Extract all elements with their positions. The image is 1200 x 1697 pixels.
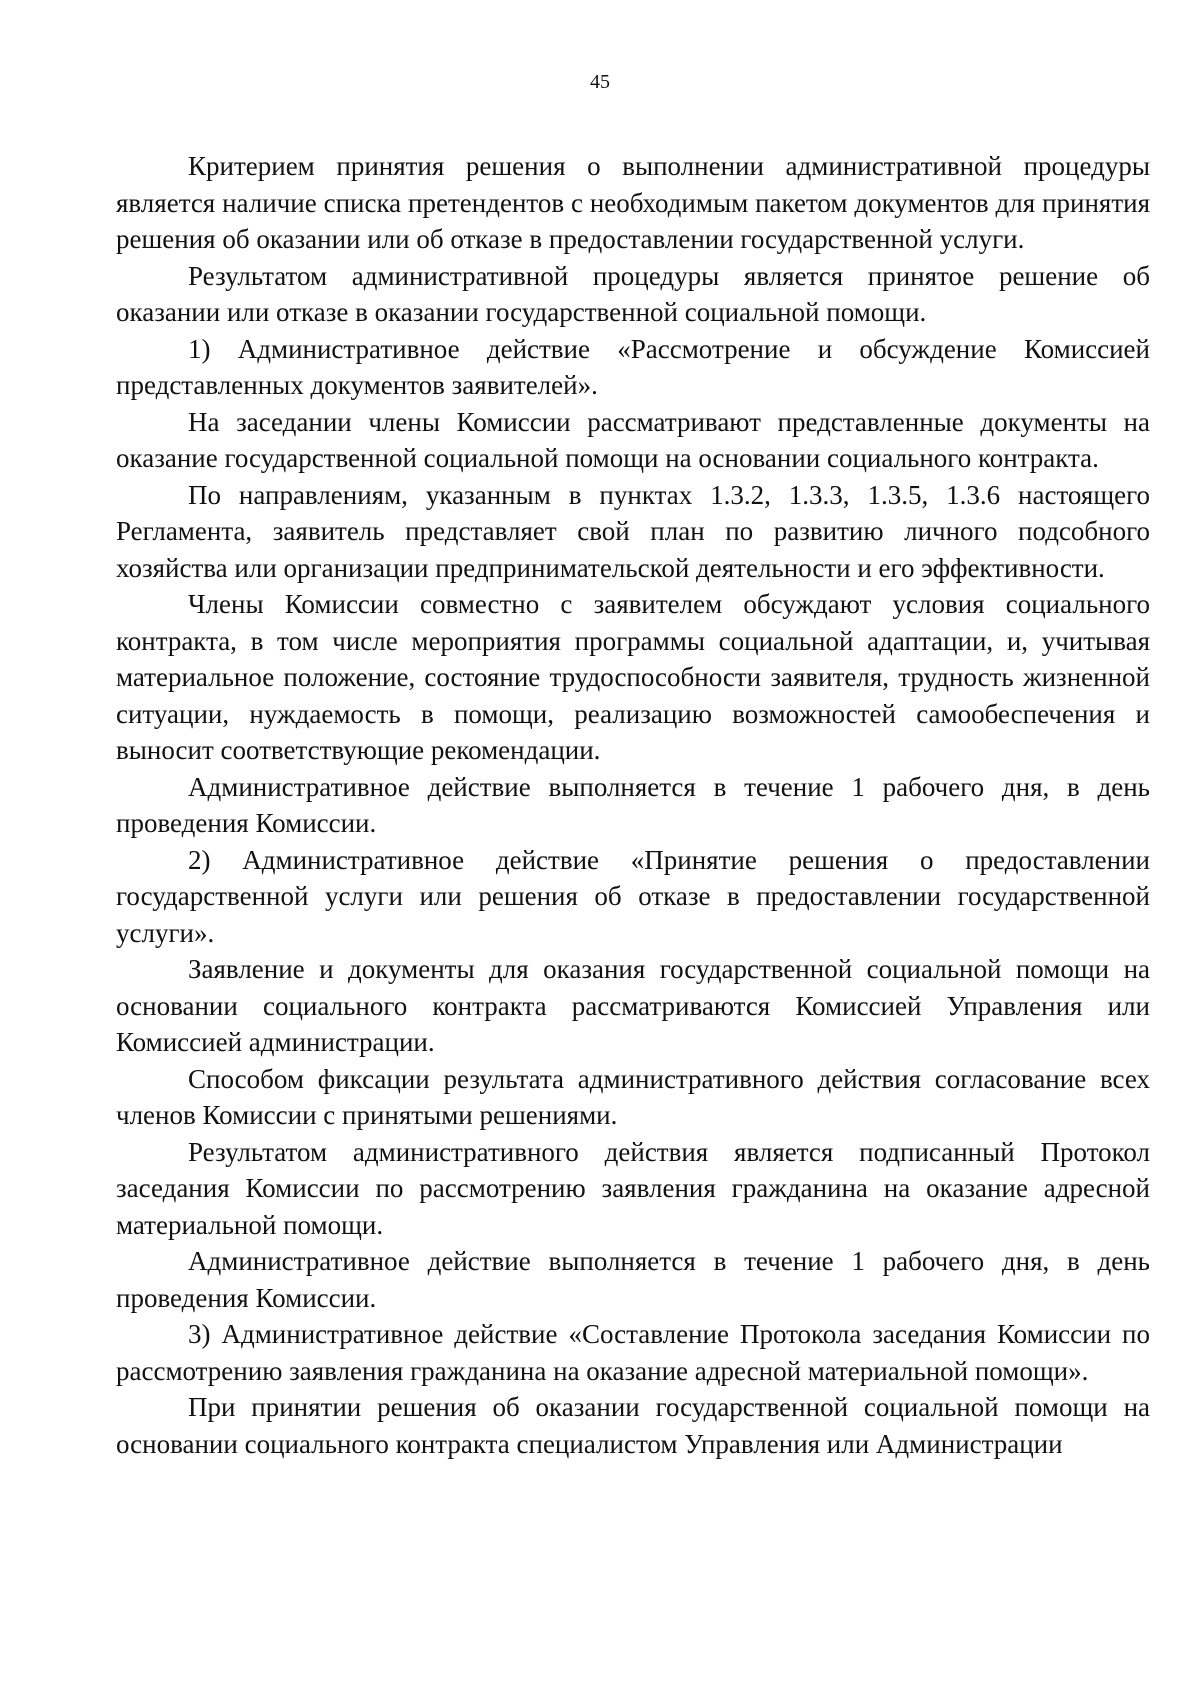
paragraph-fixation-method: Способом фиксации результата административного действия согласование всех членов Комиссии с принятыми решениями.: [116, 1063, 1150, 1130]
paragraph-directions: По направлениям, указанным в пунктах 1.3.2, 1.3.3, 1.3.5, 1.3.6 настоящего Регламента, заявитель представляет свой план по развитию личного подсобного хозяйства или организации предпринимательской деятельности и его эффективности.: [116, 479, 1150, 583]
paragraph-application-review: Заявление и документы для оказания государственной социальной помощи на основании социального контракта рассматриваются Комиссией Управления или Комиссией администрации.: [116, 954, 1150, 1057]
paragraph-action-duration-1: Административное действие выполняется в течение 1 рабочего дня, в день проведения Комиссии.: [116, 771, 1150, 838]
paragraph-action-3: 3) Административное действие «Составление Протокола заседания Комиссии по рассмотрению заявления гражданина на оказание адресной материальной помощи».: [116, 1319, 1150, 1386]
paragraph-commission-meeting: На заседании члены Комиссии рассматривают представленные документы на оказание государственной социальной помощи на основании социального контракта.: [116, 406, 1150, 473]
page-number: 45: [590, 71, 610, 93]
paragraph-decision-making: При принятии решения об оказании государственной социальной помощи на основании социального контракта специалистом Управления или Администрации: [116, 1392, 1150, 1459]
paragraph-action-2: 2) Административное действие «Принятие решения о предоставлении государственной услуги или решения об отказе в предоставлении государственной услуги».: [116, 844, 1150, 948]
paragraph-procedure-result: Результатом административной процедуры является принятое решение об оказании или отказе в оказании государственной социальной помощи.: [116, 260, 1150, 327]
paragraph-commission-members: Члены Комиссии совместно с заявителем обсуждают условия социального контракта, в том числе мероприятия программы социальной адаптации, и, учитывая материальное положение, состояние трудоспособности заявителя, трудность жизненной ситуации, нуждаемость в помощи, реализацию возможностей самообеспечения и выносит соответствующие рекомендации.: [116, 589, 1150, 765]
paragraph-action-1: 1) Административное действие «Рассмотрение и обсуждение Комиссией представленных документов заявителей».: [116, 333, 1150, 400]
paragraph-action-result: Результатом административного действия является подписанный Протокол заседания Комиссии по рассмотрению заявления гражданина на оказание адресной материальной помощи.: [116, 1136, 1150, 1240]
paragraph-action-duration-2: Административное действие выполняется в течение 1 рабочего дня, в день проведения Комиссии.: [116, 1246, 1150, 1313]
document-body: [116, 148, 1150, 1462]
paragraph-criterion: Критерием принятия решения о выполнении административной процедуры является наличие списка претендентов с необходимым пакетом документов для принятия решения об оказании или об отказе в предоставлении государственной услуги.: [116, 151, 1150, 254]
